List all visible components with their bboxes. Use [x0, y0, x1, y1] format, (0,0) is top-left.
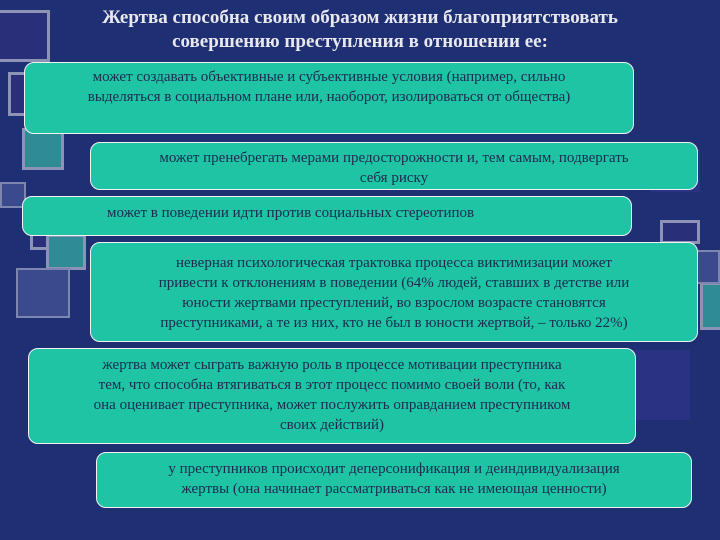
- text-box-4: [90, 242, 698, 342]
- box-line: своих действий): [279, 417, 385, 433]
- box-line: преступниками, а те из них, кто не был в юности жертвой, – только 22%): [160, 315, 628, 331]
- decor-square: [660, 220, 700, 244]
- box-line: может создавать объективные и субъективные условия (например, сильно: [92, 69, 566, 85]
- box-line: у преступников происходит деперсонификация и деиндивидуализация: [168, 461, 620, 477]
- box-line: себя риску: [359, 170, 429, 186]
- decor-square: [700, 282, 720, 330]
- box-line: выделяться в социальном плане или, наоборот, изолироваться от общества): [87, 89, 571, 105]
- text-box-5: [28, 348, 636, 444]
- box-line: она оценивает преступника, может послужить оправданием преступником: [93, 397, 571, 413]
- decor-square: [630, 350, 690, 420]
- box-line: привести к отклонениям в поведении (64% людей, ставших в детстве или: [158, 275, 630, 291]
- box-line: может в поведении идти против социальных стереотипов: [107, 205, 475, 221]
- slide-title: [30, 6, 690, 54]
- box-line: юности жертвами преступлений, во взрослом возрасте становятся: [182, 295, 606, 311]
- text-box-2: [90, 142, 698, 190]
- box-line: неверная психологическая трактовка процесса виктимизации может: [176, 255, 612, 271]
- decor-square: [16, 268, 70, 318]
- text-box-6: [96, 452, 692, 508]
- decor-square: [46, 234, 86, 270]
- box-line: жертвы (она начинает рассматриваться как не имеющая ценности): [181, 481, 607, 497]
- title-line: совершению преступления в отношении ее:: [172, 31, 548, 52]
- text-box-1: [24, 62, 634, 134]
- text-box-3: [22, 196, 632, 236]
- title-line: Жертва способна своим образом жизни благоприятствовать: [102, 7, 618, 28]
- box-line: тем, что способна втягиваться в этот процесс помимо своей воли (то, как: [98, 377, 566, 393]
- box-line: может пренебрегать мерами предосторожности и, тем самым, подвергать: [159, 150, 629, 166]
- box-line: жертва может сыграть важную роль в процессе мотивации преступника: [102, 357, 562, 373]
- decor-square: [22, 128, 64, 170]
